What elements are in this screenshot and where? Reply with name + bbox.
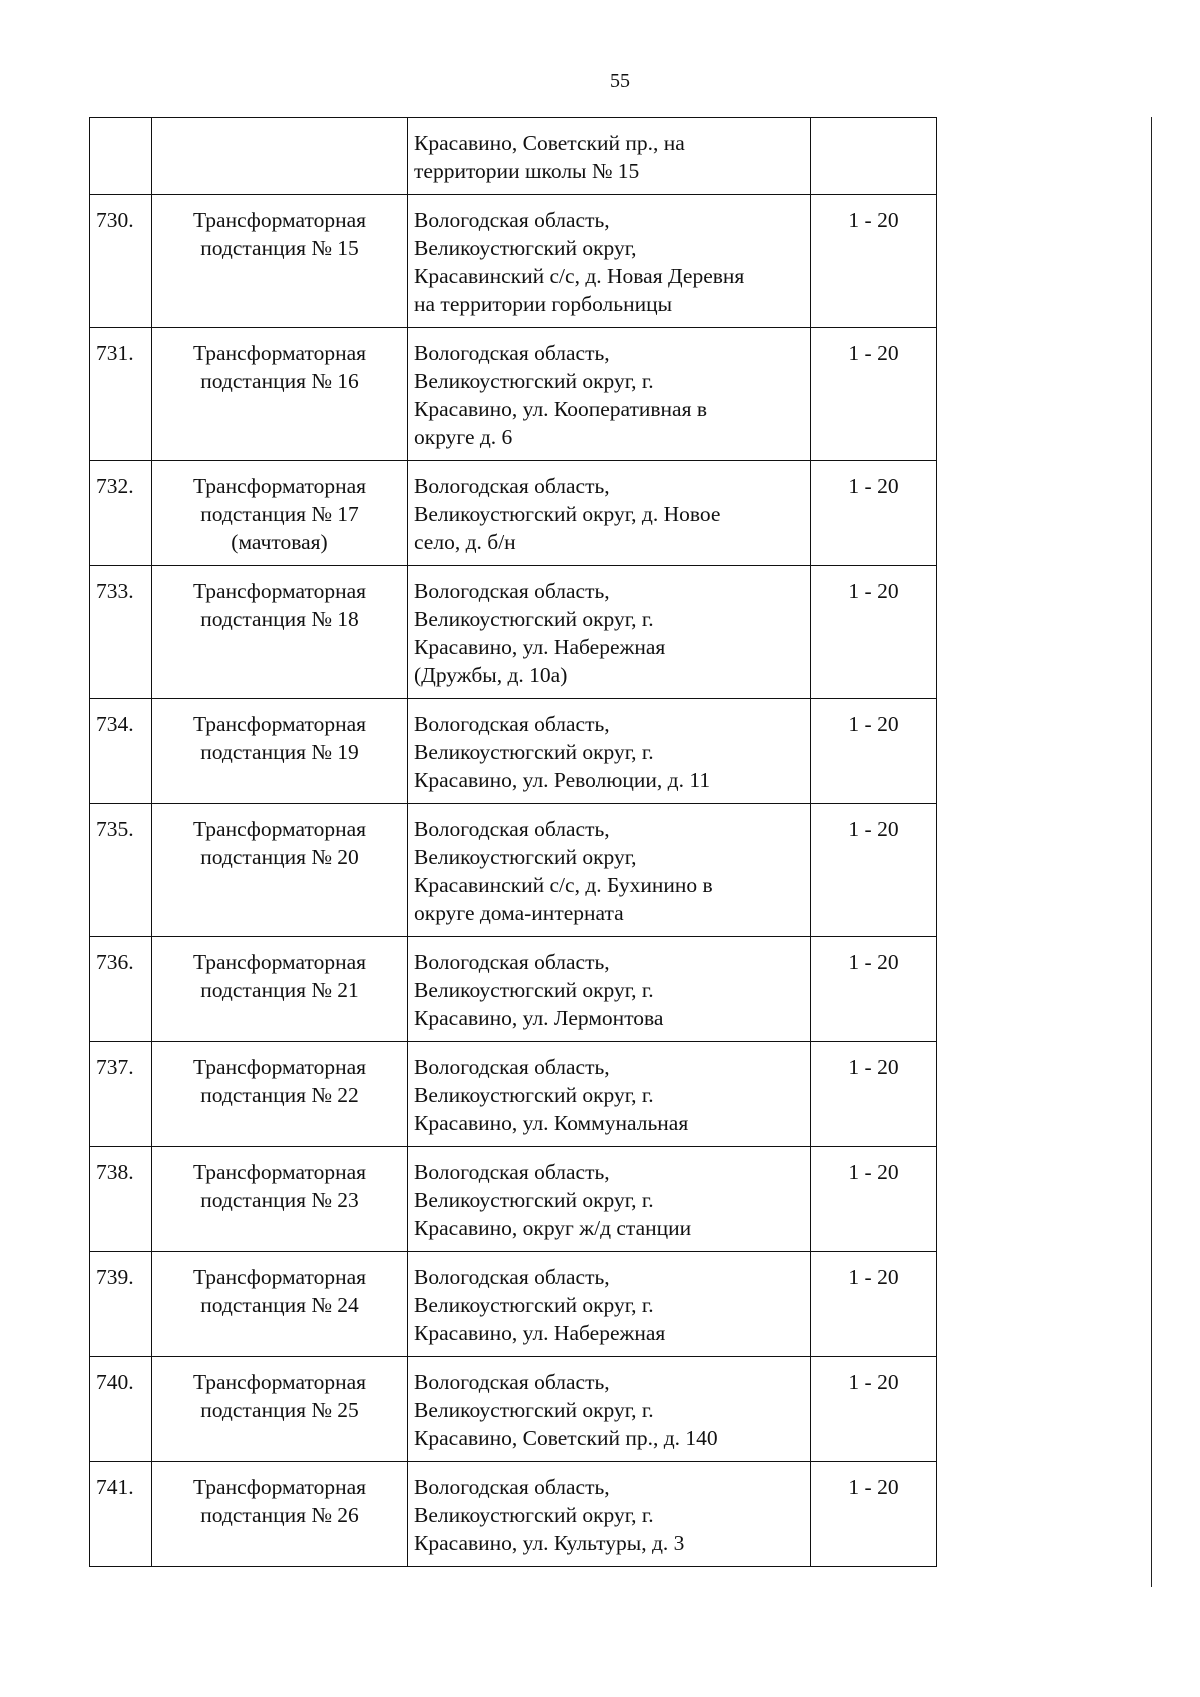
name-line: подстанция № 26: [200, 1503, 359, 1527]
address-line: Вологодская область,: [414, 1055, 610, 1079]
object-name: [152, 937, 408, 1042]
name-line: подстанция № 18: [200, 607, 359, 631]
address-line: Великоустюгский округ, г.: [414, 1083, 654, 1107]
name-line: подстанция № 21: [200, 978, 359, 1002]
table-row: [90, 1252, 937, 1357]
substation-table: [89, 117, 937, 1567]
address-line: Красавино, ул. Кооперативная в: [414, 397, 708, 421]
name-line: Трансформаторная: [192, 712, 367, 736]
table-row: [90, 328, 937, 461]
object-name: [152, 1042, 408, 1147]
name-line: Трансформаторная: [192, 1370, 367, 1394]
object-name: [152, 566, 408, 699]
object-range: 1 - 20: [811, 1147, 937, 1252]
table-body: [90, 118, 937, 1567]
row-number: 730.: [90, 195, 152, 328]
object-name: [152, 1252, 408, 1357]
object-range: 1 - 20: [811, 1252, 937, 1357]
row-number: 731.: [90, 328, 152, 461]
object-address: [408, 1147, 811, 1252]
table-row-continuation: [90, 118, 937, 195]
table-row: [90, 937, 937, 1042]
object-address: [408, 195, 811, 328]
object-name: [152, 195, 408, 328]
object-name: [152, 804, 408, 937]
name-line: Трансформаторная: [192, 1475, 367, 1499]
object-address: [408, 1252, 811, 1357]
table-row: [90, 461, 937, 566]
object-name: [152, 1357, 408, 1462]
table-row: [90, 1462, 937, 1567]
table-row: [90, 699, 937, 804]
object-address: [408, 566, 811, 699]
page-number: 55: [610, 70, 630, 92]
name-line: подстанция № 23: [200, 1188, 359, 1212]
name-line: Трансформаторная: [192, 1160, 367, 1184]
address-line: Великоустюгский округ, г.: [414, 1503, 654, 1527]
name-line: Трансформаторная: [192, 950, 367, 974]
object-address: [408, 804, 811, 937]
row-number: 741.: [90, 1462, 152, 1567]
address-line: Вологодская область,: [414, 1160, 610, 1184]
row-number: 738.: [90, 1147, 152, 1252]
address-line: Красавино, ул. Лермонтова: [414, 1006, 664, 1030]
address-line: округе д. 6: [414, 425, 513, 449]
row-number: 736.: [90, 937, 152, 1042]
name-line: подстанция № 19: [200, 740, 359, 764]
address-line: Красавино, ул. Коммунальная: [414, 1111, 689, 1135]
address-line: Великоустюгский округ, г.: [414, 1293, 654, 1317]
address-line: Великоустюгский округ,: [414, 236, 637, 260]
table-row: [90, 195, 937, 328]
object-address: [408, 1357, 811, 1462]
object-range: 1 - 20: [811, 699, 937, 804]
address-line: село, д. б/н: [414, 530, 516, 554]
address-line: Вологодская область,: [414, 474, 610, 498]
address-line: Великоустюгский округ, г.: [414, 607, 654, 631]
address-line: Красавинский с/с, д. Новая Деревня: [414, 264, 745, 288]
object-address: [408, 699, 811, 804]
address-line: Красавино, ул. Набережная: [414, 1321, 666, 1345]
address-line: Красавино, ул. Революции, д. 11: [414, 768, 711, 792]
object-name: [152, 118, 408, 195]
address-line: Красавино, округ ж/д станции: [414, 1216, 692, 1240]
address-line: Вологодская область,: [414, 208, 610, 232]
row-number: 739.: [90, 1252, 152, 1357]
object-range: 1 - 20: [811, 937, 937, 1042]
row-number: 732.: [90, 461, 152, 566]
object-range: 1 - 20: [811, 1462, 937, 1567]
address-line: Великоустюгский округ, г.: [414, 978, 654, 1002]
address-line: территории школы № 15: [414, 159, 640, 183]
name-line: Трансформаторная: [192, 208, 367, 232]
address-line: Красавино, Советский пр., на: [414, 131, 685, 155]
address-line: Вологодская область,: [414, 1265, 610, 1289]
name-line: Трансформаторная: [192, 817, 367, 841]
table-row: [90, 566, 937, 699]
name-line: Трансформаторная: [192, 1265, 367, 1289]
name-line: Трансформаторная: [192, 341, 367, 365]
object-range: 1 - 20: [811, 804, 937, 937]
address-line: Красавинский с/с, д. Бухинино в: [414, 873, 713, 897]
address-line: Красавино, ул. Культуры, д. 3: [414, 1531, 685, 1555]
name-line: подстанция № 22: [200, 1083, 359, 1107]
name-line: подстанция № 15: [200, 236, 359, 260]
object-address: [408, 1462, 811, 1567]
object-address: [408, 118, 811, 195]
object-name: [152, 461, 408, 566]
name-line: подстанция № 17: [200, 502, 359, 526]
object-address: [408, 1042, 811, 1147]
address-line: Великоустюгский округ, г.: [414, 1398, 654, 1422]
object-range: 1 - 20: [811, 195, 937, 328]
name-line: подстанция № 20: [200, 845, 359, 869]
address-line: Великоустюгский округ, д. Новое: [414, 502, 721, 526]
row-number: 734.: [90, 699, 152, 804]
address-line: Великоустюгский округ,: [414, 845, 637, 869]
address-line: Великоустюгский округ, г.: [414, 369, 654, 393]
object-range: 1 - 20: [811, 328, 937, 461]
address-line: Великоустюгский округ, г.: [414, 1188, 654, 1212]
object-range: 1 - 20: [811, 1357, 937, 1462]
name-line: подстанция № 24: [200, 1293, 359, 1317]
address-line: Вологодская область,: [414, 1370, 610, 1394]
object-name: [152, 699, 408, 804]
table-row: [90, 1357, 937, 1462]
object-name: [152, 328, 408, 461]
object-name: [152, 1462, 408, 1567]
row-number: 740.: [90, 1357, 152, 1462]
address-line: округе дома-интерната: [414, 901, 624, 925]
name-line: Трансформаторная: [192, 1055, 367, 1079]
address-line: Вологодская область,: [414, 712, 610, 736]
table-row: [90, 804, 937, 937]
object-range: 1 - 20: [811, 566, 937, 699]
row-number: [90, 118, 152, 195]
object-address: [408, 328, 811, 461]
address-line: (Дружбы, д. 10а): [414, 663, 568, 687]
row-number: 737.: [90, 1042, 152, 1147]
row-number: 735.: [90, 804, 152, 937]
name-line: Трансформаторная: [192, 579, 367, 603]
name-line: подстанция № 25: [200, 1398, 359, 1422]
address-line: Вологодская область,: [414, 341, 610, 365]
margin-rule: [1151, 117, 1152, 1587]
address-line: на территории горбольницы: [414, 292, 673, 316]
name-line: (мачтовая): [231, 530, 328, 554]
address-line: Красавино, ул. Набережная: [414, 635, 666, 659]
table-row: [90, 1147, 937, 1252]
object-range: 1 - 20: [811, 461, 937, 566]
address-line: Вологодская область,: [414, 1475, 610, 1499]
address-line: Вологодская область,: [414, 579, 610, 603]
table-row: [90, 1042, 937, 1147]
address-line: Великоустюгский округ, г.: [414, 740, 654, 764]
object-address: [408, 937, 811, 1042]
object-address: [408, 461, 811, 566]
name-line: Трансформаторная: [192, 474, 367, 498]
object-name: [152, 1147, 408, 1252]
object-range: [811, 118, 937, 195]
object-range: 1 - 20: [811, 1042, 937, 1147]
address-line: Вологодская область,: [414, 950, 610, 974]
row-number: 733.: [90, 566, 152, 699]
address-line: Красавино, Советский пр., д. 140: [414, 1426, 718, 1450]
address-line: Вологодская область,: [414, 817, 610, 841]
name-line: подстанция № 16: [200, 369, 359, 393]
